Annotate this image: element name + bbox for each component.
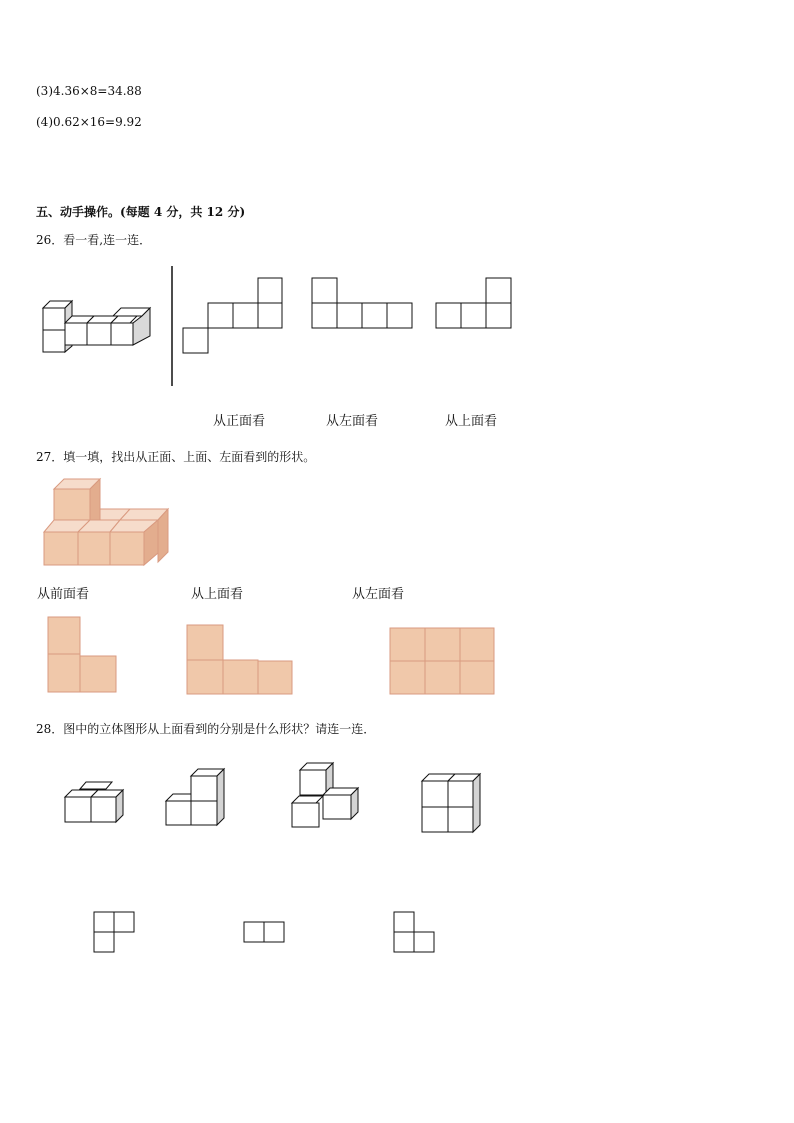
answer-3: (3)4.36×8=34.88 (36, 84, 142, 98)
section-heading: 五、动手操作。(每题 4 分，共 12 分) (36, 205, 246, 219)
q28-view-1 (94, 912, 136, 954)
q27-text: 27．填一填，找出从正面、上面、左面看到的形状。 (36, 450, 316, 464)
q27-view-front (48, 617, 118, 693)
q26-view-a (183, 278, 284, 354)
q26-label-left: 从左面看 (326, 414, 379, 429)
q27-label-front: 从前面看 (37, 587, 90, 602)
q28-solid-1 (64, 779, 126, 825)
q28-solid-3 (291, 761, 361, 829)
q27-view-left (390, 628, 496, 696)
q27-label-left: 从左面看 (352, 587, 405, 602)
q26-view-c (436, 278, 513, 330)
q28-view-3 (394, 912, 436, 954)
q26-view-b (312, 278, 414, 330)
q27-solid-figure (44, 477, 170, 567)
q27-view-top (187, 625, 293, 695)
q26-label-front: 从正面看 (213, 414, 266, 429)
q26-divider-line (170, 266, 174, 386)
q28-view-2 (244, 922, 286, 944)
q26-text: 26．看一看,连一连． (36, 233, 152, 247)
q26-label-top: 从上面看 (445, 414, 498, 429)
q27-label-top: 从上面看 (191, 587, 244, 602)
answer-4: (4)0.62×16=9.92 (36, 115, 142, 129)
q28-text: 28．图中的立体图形从上面看到的分别是什么形状？请连一连． (36, 722, 376, 736)
q28-solid-2 (165, 766, 227, 828)
q26-solid-figure (40, 298, 154, 356)
q28-solid-4 (421, 773, 483, 835)
